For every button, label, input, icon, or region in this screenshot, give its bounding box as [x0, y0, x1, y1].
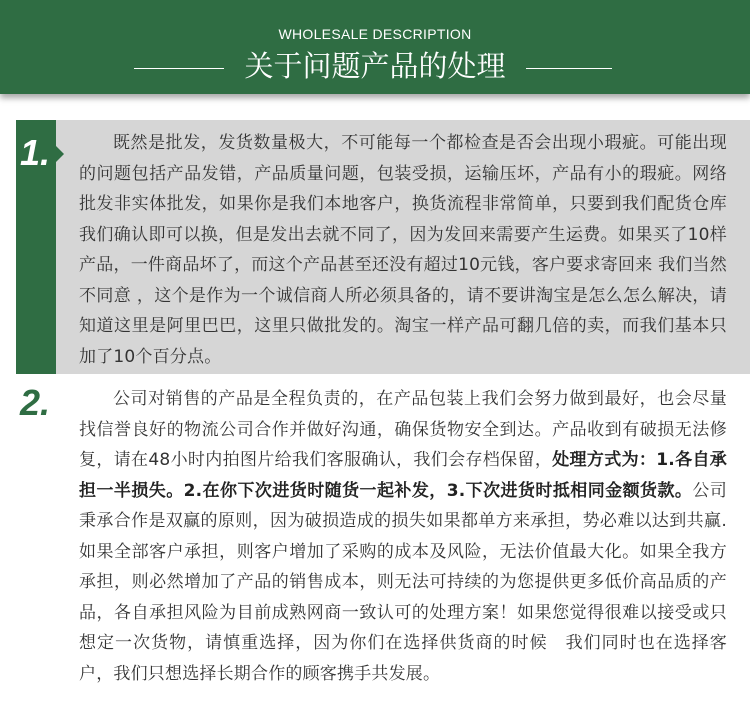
section-2-text-a: 公司对销售的产品是全程负责的，在产品包装上我们会努力做到最好，也会尽量找信誉良好的物流公司合作并做好沟通，确保货物安全到达。产品收到有破损无法修复，请在48小时内拍图片给我们客服确认，我们会存档保留，: [79, 389, 727, 470]
section-2-text-b: 公司秉承合作是双赢的原则，因为破损造成的损失如果都单方来承担，势必难以达到共赢.如果全部客户承担，则客户增加了采购的成本及风险，无法价值最大化。如果全我方承担，则必然增加了产品的销售成本，则无法可持续的为您提供更多低价高品质的产品，各自承担风险为目前成熟网商一致认可的处理方案！如果您觉得很难以接受或只想定一次货物，请慎重选择，因为你们在选择供货商的时候 我们同时也在选择客户，我们只想选择长期合作的顾客携手共发展。: [79, 480, 727, 684]
header-banner: [0, 0, 750, 94]
header-rule-right: [526, 68, 612, 69]
section-1-arrow-icon: [56, 146, 64, 162]
section-2-sidebar: [16, 374, 56, 720]
section-2-number: 2.: [20, 382, 51, 423]
section-1-number: 1.: [20, 132, 51, 173]
section-2-text: [79, 384, 727, 689]
section-2-text-bold: 处理方式为：1.各自承担一半损失。2.在你下次进货时随货一起补发，3.下次进货时抵相同金额货款。: [79, 450, 727, 501]
header-subtitle: WHOLESALE DESCRIPTION: [278, 26, 472, 42]
header-title: 关于问题产品的处理: [244, 49, 506, 83]
section-1-text: 既然是批发，发货数量极大，不可能每一个都检查是否会出现小瑕疵。可能出现的问题包括产品发错，产品质量问题，包装受损，运输压坏，产品有小的瑕疵。网络批发非实体批发，如果你是我们本地客户，换货流程非常简单，只要到我们配货仓库我们确认即可以换，但是发出去就不同了，因为发回来需要产生运费。如果买了10样产品，一件商品坏了，而这个产品甚至还没有超过10元钱，客户要求寄回来 我们当然不同意 ，这个是作为一个诚信商人所必须具备的，请不要讲淘宝是怎么怎么解决，请知道这里是阿里巴巴，这里只做批发的。淘宝一样产品可翻几倍的卖，而我们基本只加了10个百分点。: [79, 133, 727, 367]
